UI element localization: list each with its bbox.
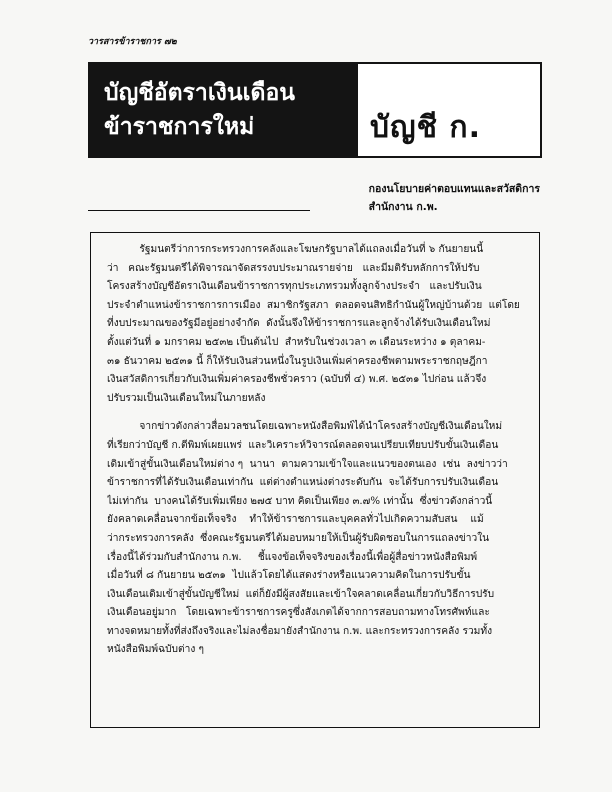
text-line: เรื่องนี้ได้ร่วมกับสำนักงาน ก.พ. ชี้แจงข้อเท็จจริงของเรื่องนี้เพื่อผู้สื่อข่าวหนังสือพิมพ์: [107, 551, 478, 563]
text-line: เงินเดือนเดิมเข้าสู่ขั้นบัญชีใหม่ แต่ก็ยังมีผู้สงสัยและเข้าใจคลาดเคลื่อนเกี่ยวกับวิธีการปรับ: [107, 588, 495, 600]
text-line: ทางจดหมายทั้งที่ส่งถึงจริงและไม่ลงชื่อมายังสำนักงาน ก.พ. และกระทรวงการคลัง รวมทั้ง: [107, 625, 493, 637]
text-line: ตั้งแต่วันที่ ๑ มกราคม ๒๕๓๒ เป็นต้นไป สำหรับในช่วงเวลา ๓ เดือนระหว่าง ๑ ตุลาคม-: [107, 336, 486, 348]
text-line: โครงสร้างบัญชีอัตราเงินเดือนข้าราชการทุกประเภทรวมทั้งลูกจ้างประจำ และปรับเงิน: [107, 281, 482, 293]
text-line: ที่งบประมาณของรัฐมีอยู่อย่างจำกัด ดังนั้นจึงให้ข้าราชการและลูกจ้างได้รับเงินเดือนใหม่: [107, 318, 491, 330]
journal-header: วารสารข้าราชการ ๗๒: [88, 37, 177, 47]
badge-title: บัญชี ก.: [370, 110, 481, 145]
paragraph-2: [107, 418, 525, 660]
title-line-2: ข้าราชการใหม่: [104, 114, 255, 140]
source-org: กองนโยบายค่าตอบแทนและสวัสดิการ: [368, 183, 540, 195]
badge-box: [358, 62, 542, 158]
signature-rule: [88, 210, 310, 211]
text-line: จากข่าวดังกล่าวสื่อมวลชนโดยเฉพาะหนังสือพิมพ์ได้นำโครงสร้างบัญชีเงินเดือนใหม่: [107, 421, 503, 433]
text-line: เดิมเข้าสู่ขั้นเงินเดือนใหม่ต่าง ๆ นานา ตามความเข้าใจและแนวของตนเอง เช่น ลงข่าวว่า: [107, 458, 508, 470]
text-line: ๓๑ ธันวาคม ๒๕๓๑ นี้ ก็ให้รับเงินส่วนหนึ่งในรูปเงินเพิ่มค่าครองชีพตามพระราชกฤษฎีกา: [107, 355, 488, 367]
text-line: ว่ากระทรวงการคลัง ซึ่งคณะรัฐมนตรีได้มอบหมายให้เป็นผู้รับผิดชอบในการแถลงข่าวใน: [107, 532, 490, 544]
text-line: ประจำตำแหน่งข้าราชการการเมือง สมาชิกรัฐสภา ตลอดจนสิทธิกำนันผู้ใหญ่บ้านด้วย แต่โดย: [107, 299, 520, 311]
text-line: เงินสวัสดิการเกี่ยวกับเงินเพิ่มค่าครองชีพชั่วคราว (ฉบับที่ ๔) พ.ศ. ๒๕๓๑ ไปก่อน แล้วจึง: [107, 374, 487, 386]
text-line: ที่เรียกว่าบัญชี ก.ตีพิมพ์เผยแพร่ และวิเคราะห์วิจารณ์ตลอดจนเปรียบเทียบปรับขั้นเงินเดือน: [107, 439, 499, 451]
text-line: รัฐมนตรีว่าการกระทรวงการคลังและโฆษกรัฐบาลได้แถลงเมื่อวันที่ ๖ กันยายนนี้: [107, 244, 484, 255]
text-line: ยังคลาดเคลื่อนจากข้อเท็จจริง ทำให้ข้าราชการและบุคคลทั่วไปเกิดความสับสน แม้: [107, 514, 484, 526]
text-line: ไม่เท่ากัน บางคนได้รับเพิ่มเพียง ๒๗๕ บาท คิดเป็นเพียง ๓.๗% เท่านั้น ซึ่งข่าวดังกล่าวนี้: [107, 495, 493, 507]
title-line-1: บัญชีอัตราเงินเดือน: [104, 80, 295, 106]
text-line: ว่า คณะรัฐมนตรีได้พิจารณาจัดสรรงบประมาณรายจ่าย และมีมติรับหลักการให้ปรับ: [107, 262, 480, 274]
text-line: เงินเดือนอยู่มาก โดยเฉพาะข้าราชการครูซึ่งสังเกตได้จากการสอบถามทางโทรศัพท์และ: [107, 607, 490, 619]
text-line: หนังสือพิมพ์ฉบับต่าง ๆ: [107, 644, 205, 656]
text-line: ปรับรวมเป็นเงินเดือนใหม่ในภายหลัง: [107, 392, 266, 404]
text-line: เมื่อวันที่ ๘ กันยายน ๒๕๓๑ ไปแล้วโดยได้แสดงร่างหรือแนวความคิดในการปรับขั้น: [107, 570, 471, 582]
article-box: [90, 232, 540, 728]
text-line: ข้าราชการที่ได้รับเงินเดือนเท่ากัน แต่ต่างตำแหน่งต่างระดับกัน จะได้รับการปรับเงินเดือน: [107, 477, 499, 489]
source-attribution: [369, 180, 540, 216]
source-office: สำนักงาน ก.พ.: [368, 201, 438, 213]
title-block: [88, 62, 358, 158]
paragraph-1: [107, 241, 525, 408]
